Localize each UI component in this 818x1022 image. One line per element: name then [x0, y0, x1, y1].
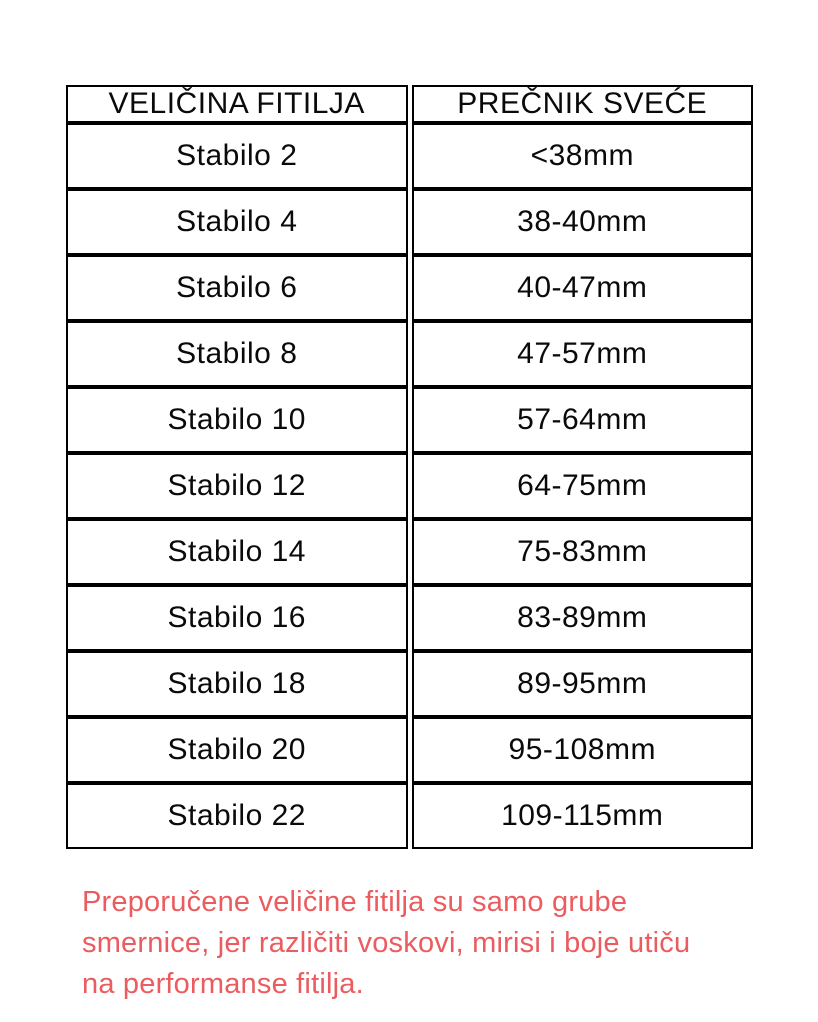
wick-size-cell: Stabilo 20: [66, 717, 408, 783]
table-row: [66, 189, 753, 255]
wick-size-cell: Stabilo 14: [66, 519, 408, 585]
wick-size-table: [62, 85, 757, 849]
header-wick-size: VELIČINA FITILJA: [66, 85, 408, 123]
table-row: [66, 123, 753, 189]
table-row: [66, 585, 753, 651]
wick-size-cell: Stabilo 16: [66, 585, 408, 651]
table-row: [66, 387, 753, 453]
wick-size-cell: Stabilo 12: [66, 453, 408, 519]
candle-diameter-cell: 40-47mm: [412, 255, 754, 321]
candle-diameter-cell: 38-40mm: [412, 189, 754, 255]
wick-size-cell: Stabilo 6: [66, 255, 408, 321]
header-row: [66, 85, 753, 123]
candle-diameter-cell: 95-108mm: [412, 717, 754, 783]
wick-size-cell: Stabilo 2: [66, 123, 408, 189]
wick-size-cell: Stabilo 8: [66, 321, 408, 387]
table-row: [66, 453, 753, 519]
wick-size-cell: Stabilo 22: [66, 783, 408, 849]
table-row: [66, 519, 753, 585]
table-row: [66, 651, 753, 717]
table-body: [66, 123, 753, 849]
note-line-3: na performanse fitilja.: [82, 968, 364, 1000]
candle-diameter-cell: <38mm: [412, 123, 754, 189]
candle-diameter-cell: 64-75mm: [412, 453, 754, 519]
table-row: [66, 783, 753, 849]
note-line-1: Preporučene veličine fitilja su samo grube: [82, 886, 628, 918]
table-row: [66, 717, 753, 783]
candle-diameter-cell: 75-83mm: [412, 519, 754, 585]
candle-diameter-cell: 47-57mm: [412, 321, 754, 387]
candle-diameter-cell: 109-115mm: [412, 783, 754, 849]
wick-size-cell: Stabilo 10: [66, 387, 408, 453]
wick-size-table-container: [62, 85, 757, 849]
table-header: [66, 85, 753, 123]
table-row: [66, 321, 753, 387]
disclaimer-note: [82, 882, 772, 1005]
header-candle-diameter: PREČNIK SVEĆE: [412, 85, 754, 123]
candle-diameter-cell: 57-64mm: [412, 387, 754, 453]
wick-size-cell: Stabilo 18: [66, 651, 408, 717]
wick-size-cell: Stabilo 4: [66, 189, 408, 255]
note-line-2: smernice, jer različiti voskovi, mirisi i boje utiču: [82, 927, 691, 959]
candle-diameter-cell: 89-95mm: [412, 651, 754, 717]
table-row: [66, 255, 753, 321]
candle-diameter-cell: 83-89mm: [412, 585, 754, 651]
